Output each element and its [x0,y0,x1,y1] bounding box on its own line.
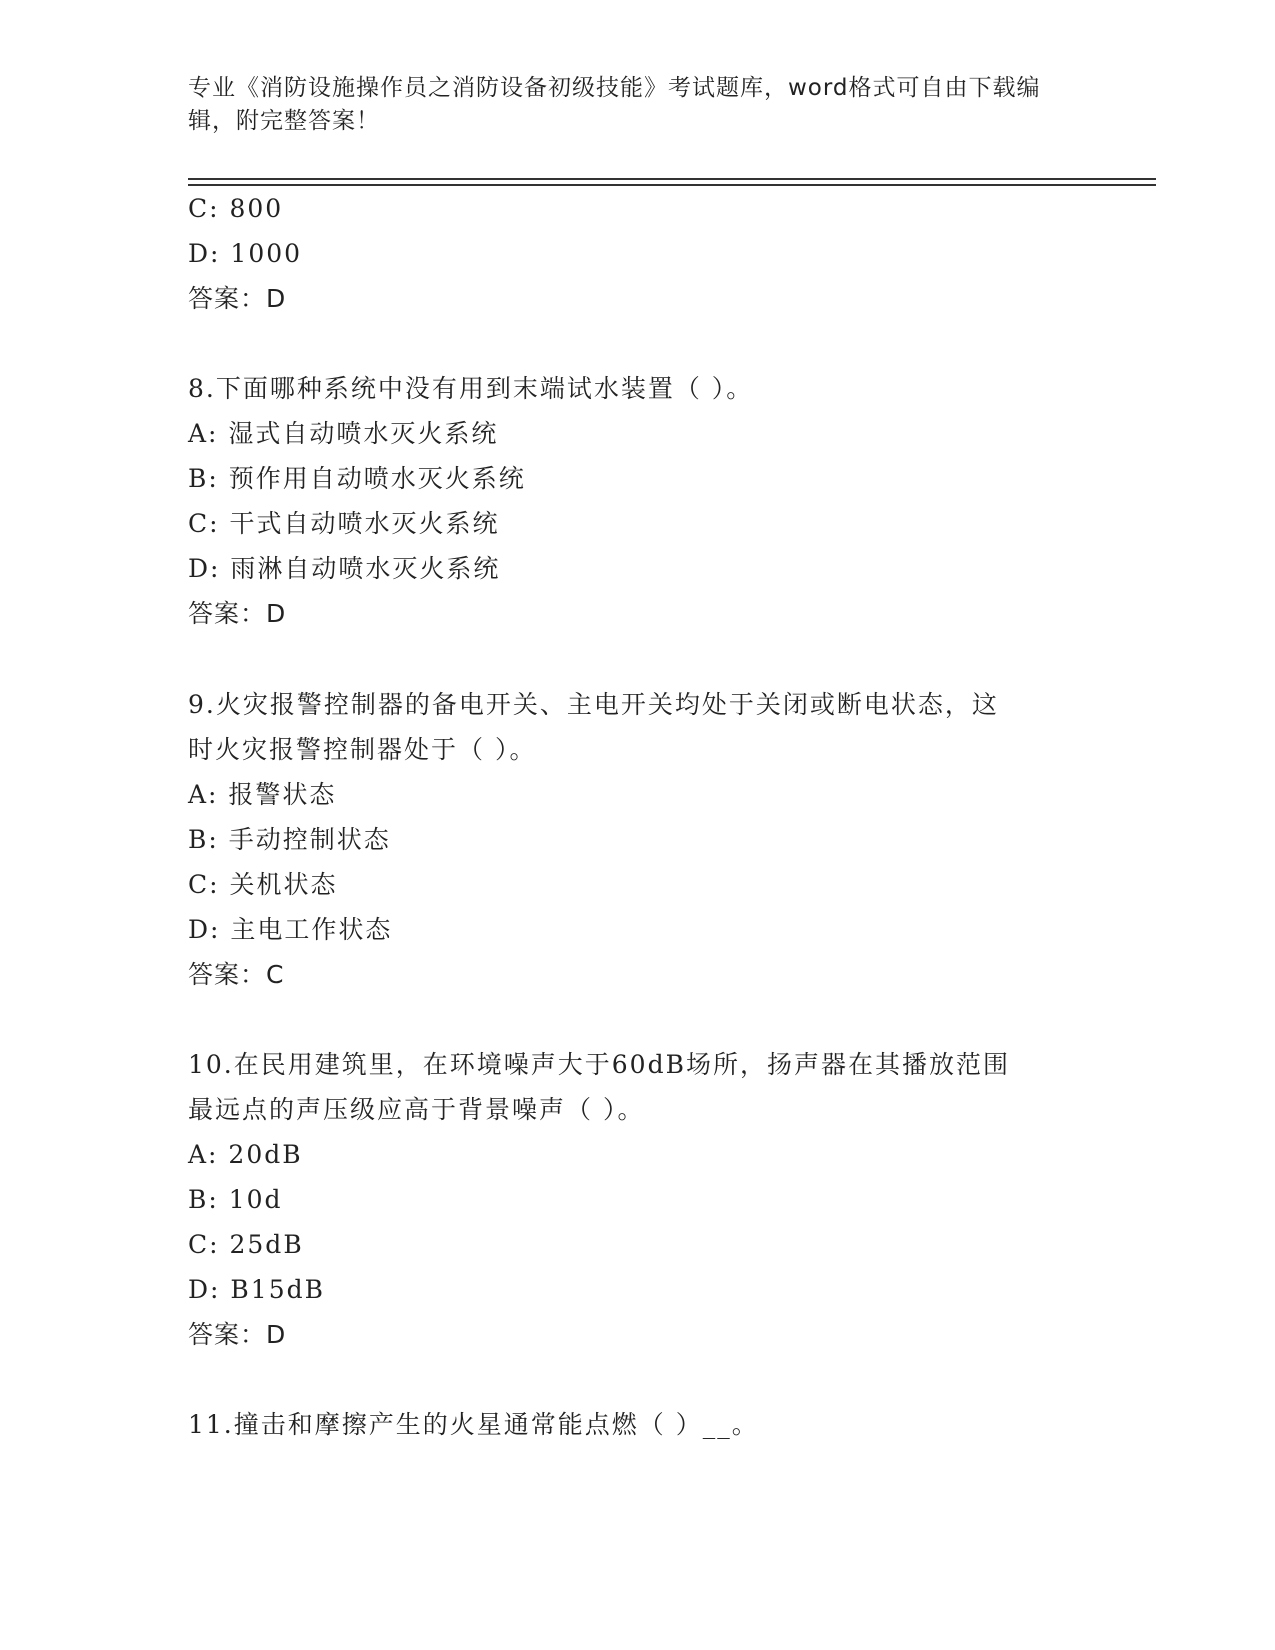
q8-option-b: B: 预作用自动喷水灭火系统 [188,464,526,493]
q10-option-b: B: 10d [188,1185,283,1214]
q9-option-b: B: 手动控制状态 [188,825,391,854]
q7-answer: 答案：D [188,284,287,313]
q9-option-d: D: 主电工作状态 [188,915,393,944]
q10-option-d: D: B15dB [188,1275,325,1304]
q11-question: 11.撞击和摩擦产生的火星通常能点燃（ ）__。 [188,1410,759,1439]
q9-question-line-1: 9.火灾报警控制器的备电开关、主电开关均处于关闭或断电状态，这 [188,690,999,719]
header-line-2: 辑，附完整答案！ [188,108,380,134]
q9-option-c: C: 关机状态 [188,870,338,899]
q10-answer: 答案：D [188,1320,287,1349]
header-divider-top [188,178,1156,180]
q8-option-c: C: 干式自动喷水灭火系统 [188,509,500,538]
q10-option-c: C: 25dB [188,1230,304,1259]
q9-answer: 答案：C [188,960,285,989]
q8-answer: 答案：D [188,599,287,628]
header-divider-bottom [188,184,1156,186]
q9-question-line-2: 时火灾报警控制器处于（ ）。 [188,735,537,764]
q8-option-a: A: 湿式自动喷水灭火系统 [188,419,499,448]
q9-option-a: A: 报警状态 [188,780,337,809]
q8-question: 8.下面哪种系统中没有用到末端试水装置（ ）。 [188,374,754,403]
q10-option-a: A: 20dB [188,1140,303,1169]
document-header [188,72,1068,138]
q10-question-line-1: 10.在民用建筑里，在环境噪声大于60dB场所，扬声器在其播放范围 [188,1050,1010,1079]
q7-option-c: C: 800 [188,194,284,223]
q8-option-d: D: 雨淋自动喷水灭火系统 [188,554,501,583]
q10-question-line-2: 最远点的声压级应高于背景噪声（ ）。 [188,1095,645,1124]
header-line-1: 专业《消防设施操作员之消防设备初级技能》考试题库，word格式可自由下载编 [188,75,1041,101]
q7-option-d: D: 1000 [188,239,303,268]
